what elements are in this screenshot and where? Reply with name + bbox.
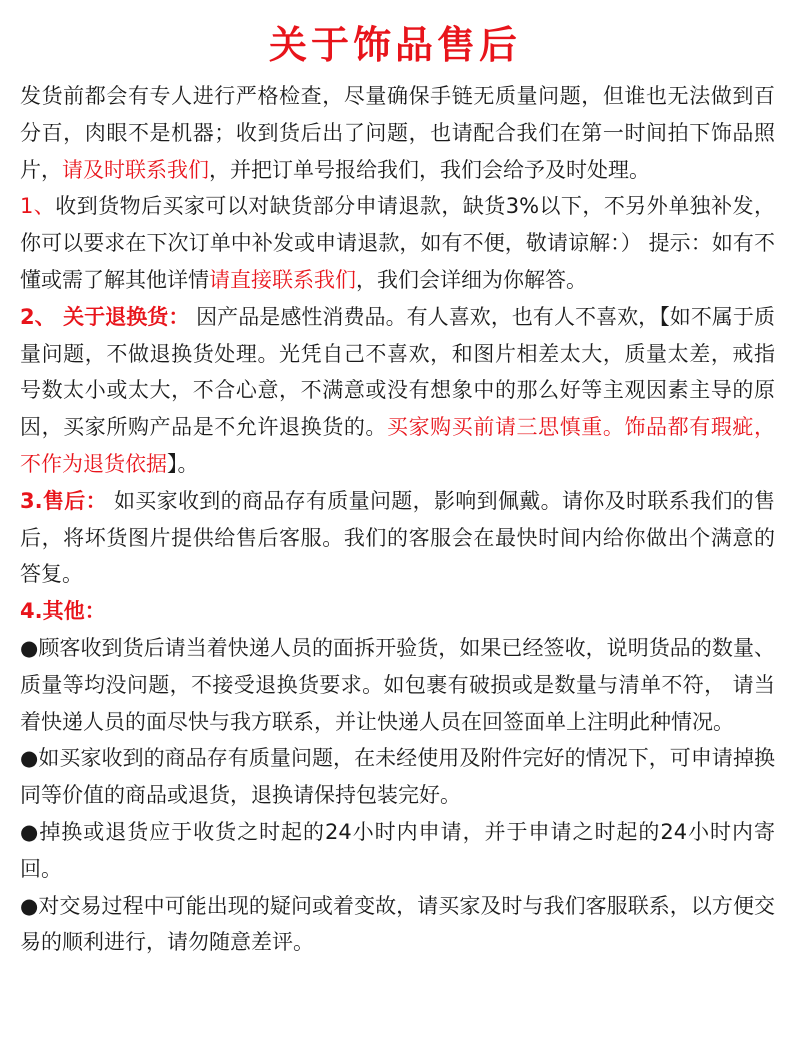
- section-3-paragraph: [20, 483, 775, 593]
- section-1-highlight: 请直接联系我们: [209, 267, 356, 292]
- notice-body: [20, 78, 775, 961]
- section-1-number: 1、: [20, 194, 56, 219]
- intro-text-a: 发货前都会有专人进行严格检查，尽量确保手链无质量问题，但谁也无法做到百分百，肉眼不是机器；收到货后出了问题，也请配合我们在第一时间拍下饰品照片，: [20, 84, 775, 182]
- section-2-highlight: 买家购买前请三思慎重。饰品都有瑕疵，不作为退货依据: [20, 415, 775, 476]
- section-4-item-text: 如买家收到的商品存有质量问题，在未经使用及附件完好的情况下，可申请掉换同等价值的商品或退货，退换请保持包装完好。: [20, 746, 775, 808]
- section-4-item: [20, 740, 775, 814]
- intro-paragraph: [20, 78, 775, 188]
- intro-text-b: ，并把订单号报给我们，我们会给予及时处理。: [209, 157, 650, 182]
- section-2-text-b: 】。: [167, 451, 199, 476]
- section-3-heading: 3.售后：: [20, 488, 107, 513]
- section-1-paragraph: [20, 188, 775, 298]
- section-4-heading: 4.其他：: [20, 599, 106, 624]
- section-4-item-text: 顾客收到货后请当着快递人员的面拆开验货，如果已经签收，说明货品的数量、质量等均没问题，不接受退换货要求。如包裹有破损或是数量与清单不符， 请当着快递人员的面尽快与我方联系，并让快递人员在回签面单上注明此种情况。: [20, 635, 775, 734]
- page-title: 关于饰品售后: [268, 23, 521, 67]
- section-4-item: [20, 814, 775, 888]
- section-2-paragraph: [20, 299, 775, 483]
- section-4-item-text: 掉换或退货应于收货之时起的24小时内申请，并于申请之时起的24小时内寄回。: [20, 819, 775, 881]
- section-4-item: [20, 630, 775, 740]
- bullet-icon: ●: [20, 746, 39, 771]
- section-4-item: [20, 888, 775, 962]
- bullet-icon: ●: [20, 819, 40, 844]
- bullet-icon: ●: [20, 635, 39, 660]
- section-2-heading: 2、 关于退换货：: [20, 304, 190, 329]
- section-1-text-b: ，我们会详细为你解答。: [356, 267, 587, 292]
- section-1-text-a: 收到货物后买家可以对缺货部分申请退款，缺货3%以下，不另外单独补发，你可以要求在下次订单中补发或申请退款，如有不便，敬请谅解：） 提示：如有不懂或需了解其他详情: [20, 194, 775, 292]
- section-4-item-text: 对交易过程中可能出现的疑问或着变故，请买家及时与我们客服联系，以方便交易的顺利进行，请勿随意差评。: [20, 893, 775, 955]
- section-2-text-a: 因产品是感性消费品。有人喜欢，也有人不喜欢，【如不属于质量问题，不做退换货处理。光凭自己不喜欢，和图片相差太大，质量太差，戒指号数太小或太大，不合心意，不满意或没有想象中的那么好等主观因素主导的原因，买家所购产品是不允许退换货的。: [20, 304, 775, 440]
- bullet-icon: ●: [20, 893, 39, 918]
- intro-highlight: 请及时联系我们: [62, 157, 209, 182]
- section-4-heading-line: [20, 593, 775, 630]
- section-3-text: 如买家收到的商品存有质量问题，影响到佩戴。请你及时联系我们的售后，将坏货图片提供给售后客服。我们的客服会在最快时间内给你做出个满意的答复。: [20, 488, 775, 587]
